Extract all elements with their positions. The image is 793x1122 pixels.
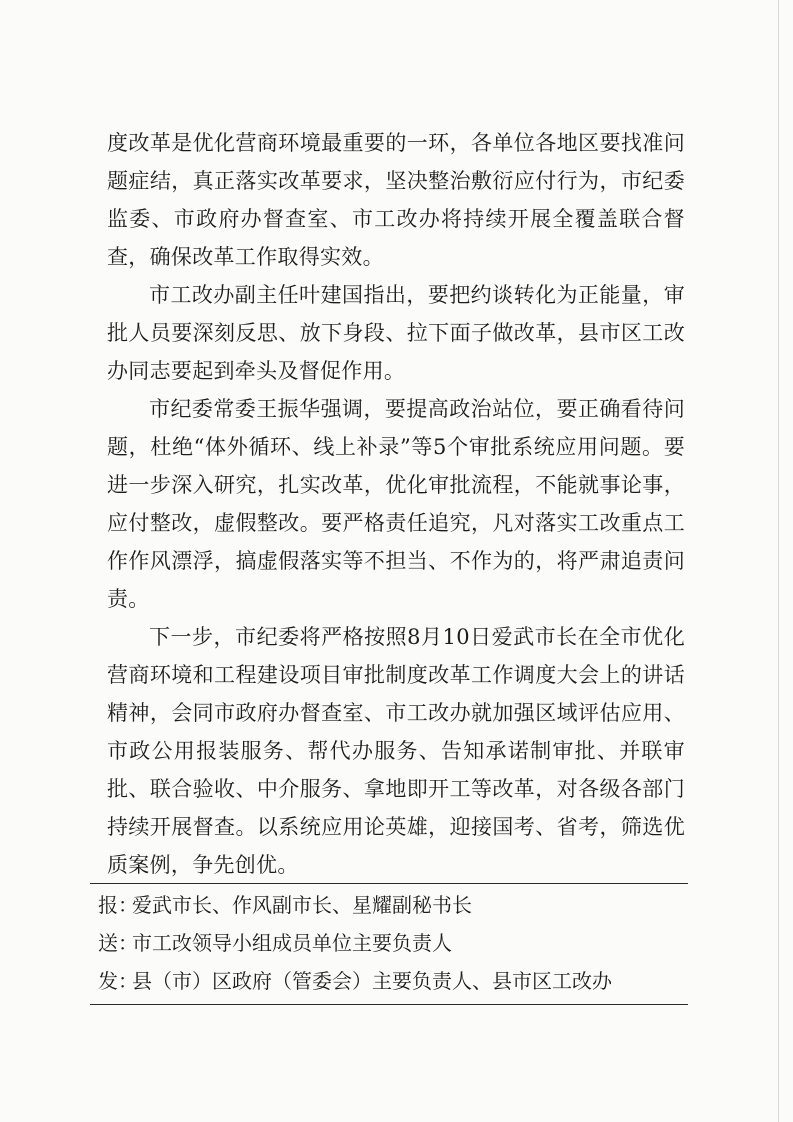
- distribution-send-line: [98, 924, 688, 962]
- issue-recipients: 县（市）区政府（管委会）主要负责人、县市区工改办: [132, 969, 612, 993]
- distribution-bottom-rule: [90, 1004, 688, 1005]
- distribution-top-rule: [90, 883, 688, 884]
- report-label: 报：: [98, 893, 138, 917]
- issue-label: 发：: [98, 969, 138, 993]
- paragraph-ye-jianguo: 市工改办副主任叶建国指出，要把约谈转化为正能量，审批人员要深刻反思、放下身段、拉下面子做改革，县市区工改办同志要起到牵头及督促作用。: [107, 283, 685, 383]
- paragraph-continuation: 度改革是优化营商环境最重要的一环，各单位各地区要找准问题症结，真正落实改革要求，坚决整治敷衍应付行为，市纪委监委、市政府办督查室、市工改办将持续开展全覆盖联合督查，确保改革工作取得实效。: [107, 131, 685, 269]
- send-recipients: 市工改领导小组成员单位主要负责人: [132, 931, 452, 955]
- scan-edge: [778, 0, 779, 1122]
- body-text: [107, 124, 685, 884]
- send-label: 送：: [98, 931, 138, 955]
- distribution-report-line: [98, 886, 688, 924]
- distribution-block: [98, 886, 688, 1000]
- distribution-issue-line: [98, 962, 688, 1000]
- paragraph-next-step: 下一步，市纪委将严格按照8月10日爱武市长在全市优化营商环境和工程建设项目审批制度改革工作调度大会上的讲话精神，会同市政府办督查室、市工改办就加强区域评估应用、市政公用报装服务、帮代办服务、告知承诺制审批、并联审批、联合验收、中介服务、拿地即开工等改革，对各级各部门持续开展督查。以系统应用论英雄，迎接国考、省考，筛选优质案例，争先创优。: [107, 625, 685, 877]
- report-recipients: 爱武市长、作风副市长、星耀副秘书长: [132, 893, 472, 917]
- paragraph-wang-zhenhua: 市纪委常委王振华强调，要提高政治站位，要正确看待问题，杜绝“体外循环、线上补录”等5个审批系统应用问题。要进一步深入研究，扎实改革，优化审批流程，不能就事论事，应付整改，虚假整改。要严格责任追究，凡对落实工改重点工作作风漂浮，搞虚假落实等不担当、不作为的，将严肃追责问责。: [107, 397, 685, 611]
